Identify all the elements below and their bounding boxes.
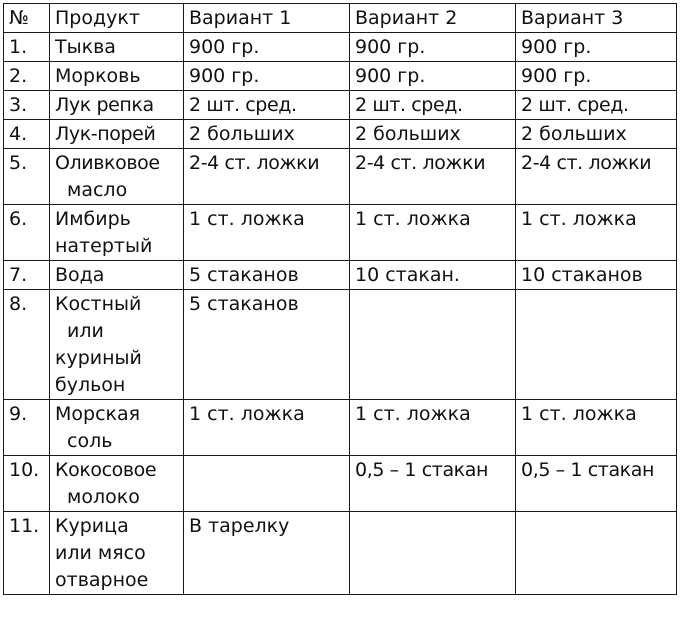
product-cell [50, 456, 184, 512]
row-number: 7. [4, 261, 50, 290]
product-cell [50, 261, 184, 290]
ingredients-table [3, 3, 677, 595]
row-number: 6. [4, 205, 50, 261]
variant-2-cell: 10 стакан. [350, 261, 516, 290]
product-name-line: соль [67, 430, 113, 452]
product-name-line: Оливковое [55, 152, 160, 174]
variant-1-cell: 2-4 ст. ложки [184, 149, 350, 205]
variant-1-cell: 5 стаканов [184, 261, 350, 290]
variant-2-cell: 900 гр. [350, 62, 516, 91]
variant-2-cell [350, 512, 516, 595]
product-name: Лук репка [55, 94, 154, 116]
header-product: Продукт [50, 4, 184, 33]
product-name-line: масло [67, 179, 128, 201]
table-row [4, 33, 677, 62]
header-variant-2: Вариант 2 [350, 4, 516, 33]
row-number: 5. [4, 149, 50, 205]
row-number: 8. [4, 290, 50, 400]
table-body [4, 33, 677, 595]
product-name: Вода [55, 264, 105, 286]
product-name-line: или мясо [55, 542, 146, 564]
variant-1-cell: 2 больших [184, 120, 350, 149]
product-cell [50, 512, 184, 595]
product-name-line: бульон [55, 374, 126, 396]
product-name-line: Морская [55, 403, 141, 425]
product-name: Тыква [55, 36, 116, 58]
product-name-line: натертый [55, 235, 153, 257]
product-cell [50, 91, 184, 120]
header-number: № [4, 4, 50, 33]
product-name-line: Костный [55, 293, 142, 315]
product-cell [50, 33, 184, 62]
row-number: 1. [4, 33, 50, 62]
variant-1-cell: 900 гр. [184, 62, 350, 91]
table-row [4, 205, 677, 261]
variant-1-cell: В тарелку [184, 512, 350, 595]
table-row [4, 400, 677, 456]
variant-2-cell: 900 гр. [350, 33, 516, 62]
variant-1-cell: 1 ст. ложка [184, 205, 350, 261]
row-number: 9. [4, 400, 50, 456]
variant-2-cell: 1 ст. ложка [350, 400, 516, 456]
variant-2-cell [350, 290, 516, 400]
product-name-line: Курица [55, 515, 129, 537]
header-variant-1: Вариант 1 [184, 4, 350, 33]
row-number: 10. [4, 456, 50, 512]
product-name-line: отварное [55, 569, 149, 591]
row-number: 2. [4, 62, 50, 91]
variant-2-cell: 2 больших [350, 120, 516, 149]
table-header [4, 4, 677, 33]
variant-2-cell: 1 ст. ложка [350, 205, 516, 261]
variant-1-cell: 1 ст. ложка [184, 400, 350, 456]
table-row [4, 149, 677, 205]
variant-3-cell: 0,5 – 1 стакан [516, 456, 677, 512]
product-name-line: молоко [67, 486, 140, 508]
table-row [4, 91, 677, 120]
product-cell [50, 290, 184, 400]
product-name-line: Имбирь [55, 208, 131, 230]
ingredients-table-container [3, 3, 677, 595]
variant-3-cell: 2 больших [516, 120, 677, 149]
product-name: Лук-порей [55, 123, 156, 145]
variant-2-cell: 2-4 ст. ложки [350, 149, 516, 205]
table-row [4, 512, 677, 595]
variant-3-cell: 2 шт. сред. [516, 91, 677, 120]
table-row [4, 290, 677, 400]
variant-1-cell: 2 шт. сред. [184, 91, 350, 120]
variant-3-cell: 1 ст. ложка [516, 400, 677, 456]
product-cell [50, 400, 184, 456]
variant-1-cell [184, 456, 350, 512]
product-name-line: Кокосовое [55, 459, 157, 481]
product-cell [50, 120, 184, 149]
variant-3-cell [516, 290, 677, 400]
variant-2-cell: 0,5 – 1 стакан [350, 456, 516, 512]
header-variant-3: Вариант 3 [516, 4, 677, 33]
variant-3-cell: 2-4 ст. ложки [516, 149, 677, 205]
variant-3-cell: 1 ст. ложка [516, 205, 677, 261]
row-number: 4. [4, 120, 50, 149]
product-cell [50, 149, 184, 205]
variant-3-cell: 900 гр. [516, 62, 677, 91]
product-name: Морковь [55, 65, 141, 87]
row-number: 11. [4, 512, 50, 595]
header-row [4, 4, 677, 33]
variant-1-cell: 5 стаканов [184, 290, 350, 400]
product-cell [50, 62, 184, 91]
product-name-line: или [67, 320, 104, 342]
product-cell [50, 205, 184, 261]
table-row [4, 120, 677, 149]
variant-2-cell: 2 шт. сред. [350, 91, 516, 120]
product-name-line: куриный [55, 347, 142, 369]
variant-3-cell: 10 стаканов [516, 261, 677, 290]
variant-3-cell: 900 гр. [516, 33, 677, 62]
variant-1-cell: 900 гр. [184, 33, 350, 62]
variant-3-cell [516, 512, 677, 595]
table-row [4, 62, 677, 91]
table-row [4, 456, 677, 512]
table-row [4, 261, 677, 290]
row-number: 3. [4, 91, 50, 120]
